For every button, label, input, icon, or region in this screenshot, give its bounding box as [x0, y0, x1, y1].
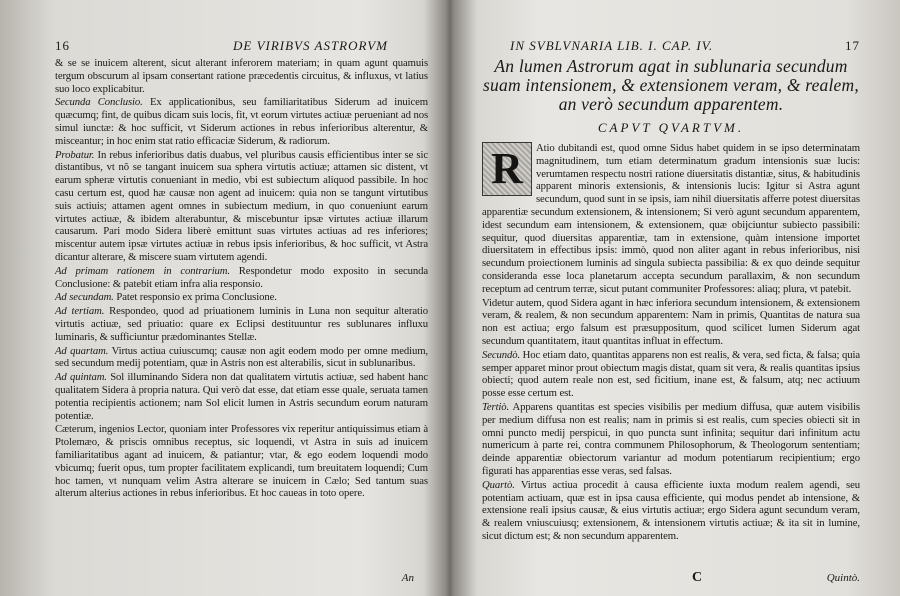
paragraph — [55, 371, 428, 422]
paragraph-label: Ad quartam. — [55, 344, 109, 357]
chapter-label: CAPVT QVARTVM. — [597, 120, 745, 135]
right-catchword: Quintò. — [826, 572, 860, 584]
paragraph-text: Virtus actiua cuiuscumq; causæ non agit eodem modo per omne medium, sed secundum medij potentiam, quæ in Astris non est alterabilis, sicut in sublunaribus. — [55, 344, 428, 370]
paragraph-label: Tertiò. — [482, 400, 510, 413]
paragraph-text: & se se inuicem alterent, sicut alterant inferorem materiam; in quam agunt quamuis tergum obscurum al ipsam consertant ratione præcedentis circuitus, & influxus, vt latius suo loco explicabitur. — [55, 57, 428, 95]
right-page-number: 17 — [845, 38, 860, 53]
paragraph-text: Videtur autem, quod Sidera agant in hæc inferiora secundum intensionem, & extensionem veram, & realem, & non secundum apparentem: Nam in primis, Quantitas de natura sua non est actiua; ergo falsum est præsuppositum, quod scilicet lumen Siderum agat secundum quantitatem, itaut quantitas influat in effectum. — [482, 296, 860, 347]
right-body-text — [482, 142, 860, 543]
paragraph-label: Secunda Conclusio. — [55, 96, 143, 109]
left-page — [0, 0, 448, 596]
paragraph-label: Quartò. — [482, 478, 515, 491]
paragraph — [55, 57, 428, 95]
paragraph — [482, 349, 860, 400]
paragraph — [55, 423, 428, 500]
left-page-number: 16 — [55, 38, 70, 53]
paragraph-text: Sol illuminando Sidera non dat qualitatem virtutis actiuæ, sed habent hanc qualitatem Sidera à propria natura. Qui verò dat esse, dat etiam esse quale, seruata tamen potentia recipientis actionem; nam Sol elicit lumen in Astris secundum eorum naturam potentiæ. — [55, 371, 428, 422]
paragraph — [482, 142, 860, 296]
drop-cap-initial: R — [482, 142, 532, 196]
paragraph-text: Hoc etiam dato, quantitas apparens non est realis, & vera, sed ficta, & falsa; quia semper apparet minor prout obiectum magis distat, quam sit vera, & realis quantitas ipsius obiecti; quod autem reale non est, sed ficitium, inane est, & falsum, atq; nec actiuum posse esse certum est. — [482, 348, 860, 400]
paragraph — [482, 297, 860, 348]
paragraph-text: Patet responsio ex prima Conclusione. — [116, 291, 277, 304]
right-page — [452, 0, 900, 596]
right-running-head — [482, 38, 860, 54]
paragraph — [55, 96, 428, 147]
paragraph — [55, 345, 428, 371]
paragraph-text: Respondetur modo exposito in secunda Conclusione: & patebit etiam infra alia responsio. — [55, 264, 428, 290]
right-running-title: IN SVBLVNARIA LIB. I. CAP. IV. — [510, 38, 714, 53]
paragraph-label: Ad quintam. — [55, 371, 107, 384]
paragraph-label: Ad tertiam. — [55, 305, 105, 318]
paragraph — [482, 401, 860, 478]
paragraph-text: Apparens quantitas est species visibilis per medium diffusa, quæ autem visibilis per medium diffusa non est realis; nam in primis si est realis, cum species obiecti sit in omni puncto medij perspicui, in quo puncta sunt infinita; sequitur dari infinitum actu numericum à parte rei, contra communem Philosophorum, & Theologorum sententiam; deinde apparentiæ obiectorum variantur ad modum potentiarum recipientium; ergo figurati has apparentias esse veras, sed falsas. — [482, 400, 860, 477]
left-catchword: An — [401, 572, 414, 584]
paragraph — [55, 265, 428, 291]
chapter-title: An lumen Astrorum agat in sublunaria secundum suam intensionem, & extensionem veram, & realem, an verò secundum apparentem. — [483, 56, 859, 114]
paragraph-text: Atio dubitandi est, quod omne Sidus habet quidem in se ipso determinatam magnitudinem, tum etiam determinatum gradum intensionis suæ lucis: verumtamen respectu nostri ratione diuersitatis distantiæ, situs, & habitudinis apparent minoris extensionis, & intensionis lucis: Igitur si Astra agunt secundum, quod sunt in se ipsis, iam nihil diuersitatis afferre potest diuersitas apparentiæ secundum extensionem, & intensionem; Si verò agunt secundum apparentem, idest secundum eam intensionem, & extensionem, quæ obijciuntur subiecto passibili: sequitur, quod diuersitas apparentiæ, tam in extensione, quàm intensione importet diuersitatem in effectibus ipsis: immò, quod non aliter agant in rebus inferioribus, nisi secundum proiectionem luminis ad singula subiecta passibilia: & ex quo deinde sequitur consideranda esse loca planetarum accepta secundum parallaxim, & non secundum receptum ad centrum terræ, sicut putant communiter Professores: aliaq; plura, vt patebit. — [482, 142, 860, 295]
paragraph-label: Probatur. — [55, 148, 95, 161]
paragraph-text: Cæterum, ingenios Lector, quoniam inter Professores vix reperitur antiquissimus etiam à Ptolemæo, & priscis omnibus receptus, sic loquendi, vt Astra in suis ad inuicem familiaritatibus agant ad inuicem, & patiantur; vtar, & ego eodem loquendi modo vbicumq; fuerit opus, tum propter facilitatem explicandi, tum breuitatem loquendi; Cum hoc tamen, vt nunquam velim Astra alterare se inuicem in Cælo; Sed tantum suas alterum alterius actiones in rebus inferioribus. Et hoc caueas in toto opere. — [55, 423, 428, 500]
paragraph-text: In rebus inferioribus datis duabus, vel pluribus causis efficientibus inter se sic distantibus, vt nõ se tangant inuicem sua sphera virtutis actiuæ; attamen sic distent, vt earum spheræ virtutis conueniant in medio, vbi est subiectum aliquod passibile. In hoc casu certum est, quod hæ causæ non agent ad inuicem: quia non se tangunt virtutibus suis actiuis; attamen agent omnes in subiectum medium, in quo conueniunt earum virtutes actiuæ, & ibidem alterabuntur, & miscebuntur ipsæ virtutes actiuæ illarum causarum. Pari modo Sidera liberè emittunt suas virtutes actiuas ad res inferiores; miscentur autem ipsæ virtutes actiuæ in rebus ipsis inferioribus, & hoc sufficit, vt Astra dicantur alterare, & miscere suam virtutem agendi. — [55, 148, 428, 263]
paragraph-text: Respondeo, quod ad priuationem luminis in Luna non sequitur alteratio virtutis actiuæ, sed priuatio: quare ex Eclipsi destituuntur res sublunares influxu luminaris, & sufficiuntur prædominantes Stellæ. — [55, 305, 428, 343]
paragraph-label: Secundò. — [482, 348, 521, 361]
paragraph-label: Ad primam rationem in contrarium. — [55, 264, 230, 277]
signature-mark: C — [692, 570, 703, 585]
left-running-title: DE VIRIBVS ASTRORVM — [233, 38, 388, 53]
paragraph-text: Ex applicationibus, seu familiaritatibus Siderum ad inuicem quæcumq; fint, de quibus dicam suis locis, fit, vt eorum virtutes actiuæ perueniant ad nos simul iunctæ: & hoc sufficit, vt Siderum actiones in rebus inferioribus alterentur, & misceantur; in hoc enim stat ratio efficaciæ Siderum, & radiorum. — [55, 96, 428, 147]
paragraph — [482, 479, 860, 543]
paragraph — [55, 305, 428, 343]
left-body-text — [55, 57, 428, 500]
paragraph-label: Ad secundam. — [55, 291, 114, 304]
paragraph-text: Virtus actiua procedit à causa efficiente iuxta modum realem agendi, seu potentiam actiuam, quæ est in ipsa causa efficiente, qui modus pendet ab intensione, & extensione reali ipsius causæ, & eius virtutis actiuæ; ergo Sidera agunt secundum veram, & realem vniuscuiusq; extensionem, & intensionem virtutis actiuæ; & ita sit in lumine, sicut dictum est; & non secundum apparentem. — [482, 478, 860, 542]
paragraph — [55, 149, 428, 264]
paragraph — [55, 291, 428, 304]
left-running-head — [55, 38, 428, 54]
